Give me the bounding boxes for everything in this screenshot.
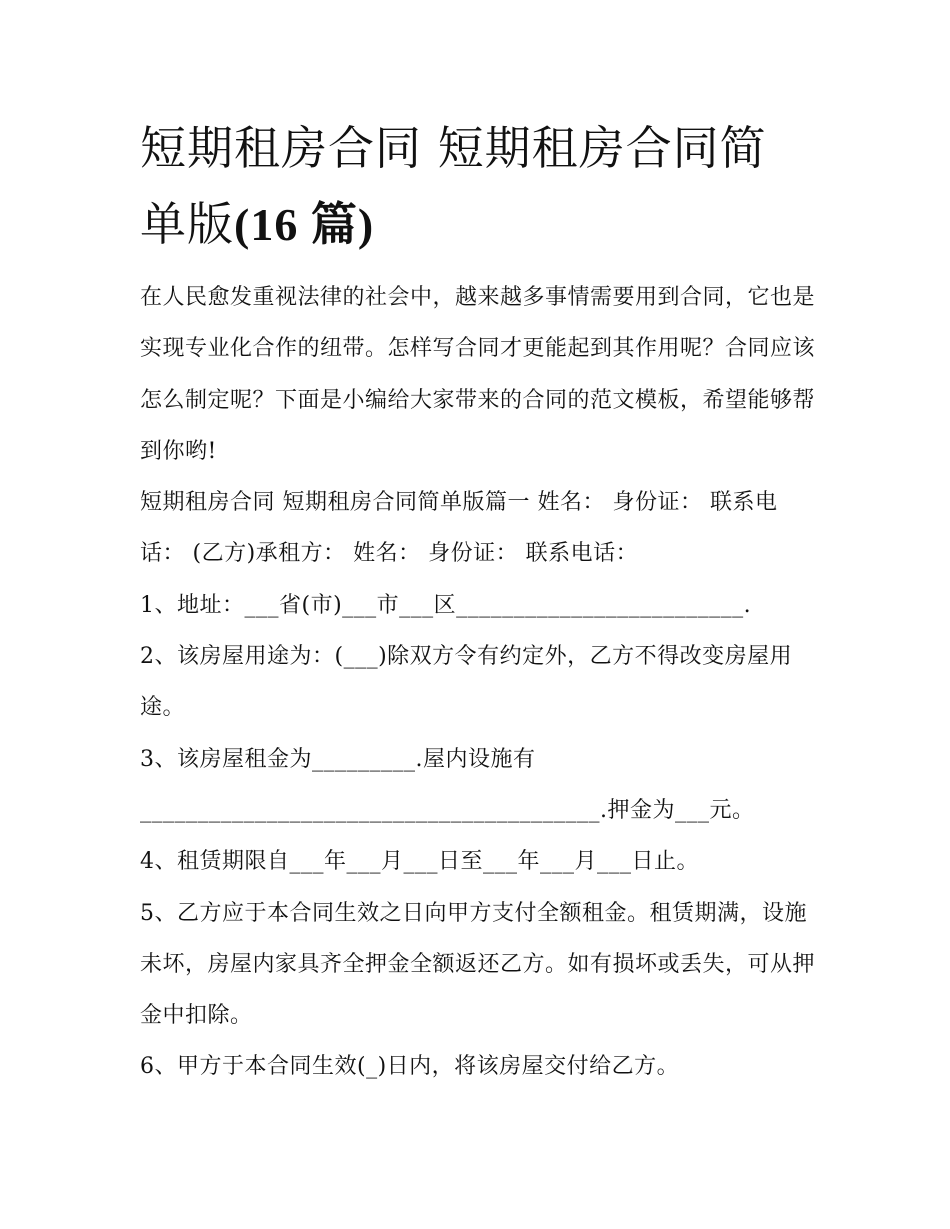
document-body [140,272,820,1093]
clause-1-address: 1、地址：___省(市)___市___区_________________________. [140,592,752,618]
clause-4-term: 4、租赁期限自___年___月___日至___年___月___日止。 [140,849,699,875]
clause-3-deposit: ________________________________________.押金为___元。 [140,797,755,823]
title-line-2: 单版 [140,197,234,251]
document-title [140,110,820,263]
parties-paragraph: 短期租房合同 短期租房合同简单版篇一 姓名： 身份证： 联系电话： (乙方)承租方： 姓名： 身份证： 联系电话： [140,490,778,567]
clause-5-payment: 5、乙方应于本合同生效之日向甲方支付全额租金。租赁期满，设施未坏，房屋内家具齐全押金全额返还乙方。如有损坏或丢失，可从押金中扣除。 [140,900,816,1029]
title-line-1: 短期租房合同 短期租房合同简 [140,121,767,175]
title-count: (16 篇) [234,199,375,250]
clause-6-delivery: 6、甲方于本合同生效(_)日内，将该房屋交付给乙方。 [140,1054,680,1080]
clause-2-usage: 2、该房屋用途为：(___)除双方令有约定外，乙方不得改变房屋用途。 [140,644,793,721]
intro-paragraph: 在人民愈发重视法律的社会中，越来越多事情需要用到合同，它也是实现专业化合作的纽带。怎样写合同才更能起到其作用呢？合同应该怎么制定呢？下面是小编给大家带来的合同的范文模板，希望能够帮到你哟! [140,285,816,464]
clause-3-rent: 3、该房屋租金为_________.屋内设施有 [140,746,536,772]
